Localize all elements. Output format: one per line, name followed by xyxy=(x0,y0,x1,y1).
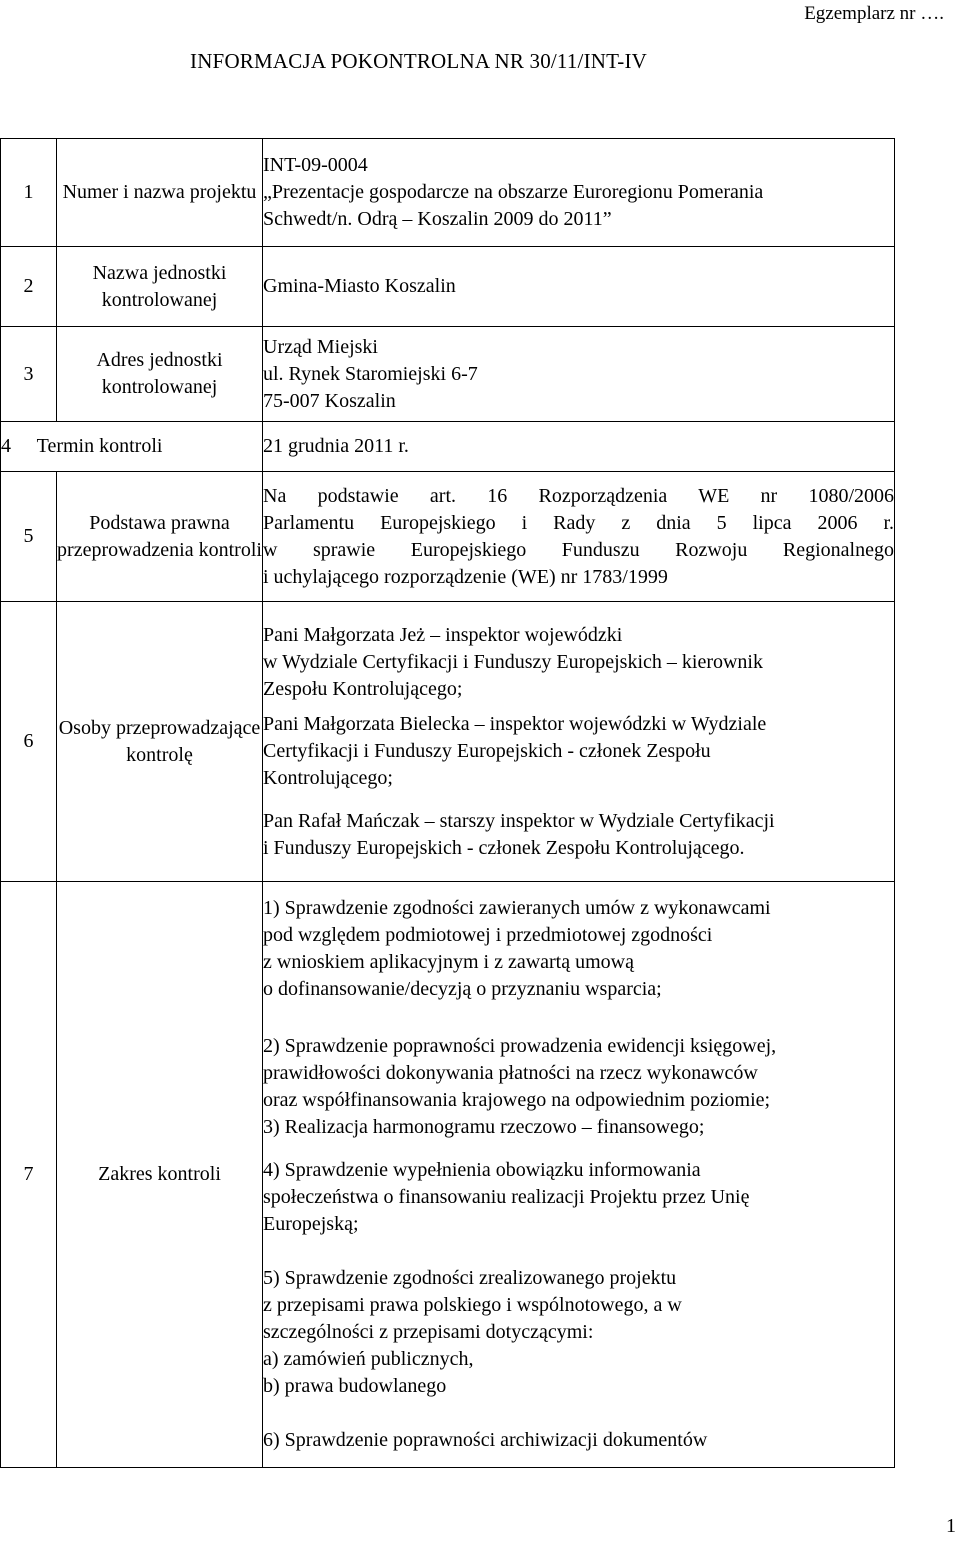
unit-name-value: Gmina-Miasto Koszalin xyxy=(263,247,895,327)
row-legal-basis xyxy=(1,472,895,602)
inspector-line: Certyfikacji i Funduszy Europejskich - członek Zespołu xyxy=(263,739,711,762)
scope-line: pod względem podmiotowej i przedmiotowej zgodności xyxy=(263,924,713,946)
row-unit-name xyxy=(1,247,895,327)
scope-line: społeczeństwa o finansowaniu realizacji Projektu przez Unię xyxy=(263,1186,750,1208)
scope-line: a) zamówień publicznych, xyxy=(263,1348,474,1370)
page-number: 1 xyxy=(946,1515,956,1537)
project-name-line: Schwedt/n. Odrą – Koszalin 2009 do 2011” xyxy=(263,208,612,230)
legal-basis-cell xyxy=(263,472,895,602)
row-inspectors xyxy=(1,602,895,882)
date-value: 21 grudnia 2011 r. xyxy=(263,422,895,472)
scope-line: 5) Sprawdzenie zgodności zrealizowanego projektu xyxy=(263,1267,677,1289)
document-title: INFORMACJA POKONTROLNA NR 30/11/INT-IV xyxy=(190,49,647,73)
address-line: ul. Rynek Staromiejski 6-7 xyxy=(263,362,478,385)
project-name-line: „Prezentacje gospodarcze na obszarze Euroregionu Pomerania xyxy=(263,181,764,203)
inspector-line: Zespołu Kontrolującego; xyxy=(263,677,463,700)
inspector-line: i Funduszy Europejskich - członek Zespołu Kontrolującego. xyxy=(263,836,745,859)
legal-line: w sprawie Europejskiego Funduszu Rozwoju Regionalnego xyxy=(263,538,894,561)
scope-line: prawidłowości dokonywania płatności na rzecz wykonawców xyxy=(263,1062,758,1084)
inspector-line: w Wydziale Certyfikacji i Funduszy Europejskich – kierownik xyxy=(263,650,763,673)
legal-line: i uchylającego rozporządzenie (WE) nr 1783/1999 xyxy=(263,565,668,588)
address-line: Urząd Miejski xyxy=(263,335,378,358)
legal-line: Parlamentu Europejskiego i Rady z dnia 5 lipca 2006 r. xyxy=(263,511,894,534)
row-unit-address xyxy=(1,327,895,422)
copy-number-label: Egzemplarz nr …. xyxy=(804,3,944,24)
row-label: Zakres kontroli xyxy=(57,882,263,1468)
scope-line: b) prawa budowlanego xyxy=(263,1375,447,1397)
inspectors-cell xyxy=(263,602,895,882)
scope-line: z wnioskiem aplikacyjnym i z zawartą umową xyxy=(263,951,634,973)
row-date xyxy=(1,422,895,472)
scope-cell xyxy=(263,882,895,1468)
inspector-line: Pani Małgorzata Jeż – inspektor wojewódzki xyxy=(263,623,623,646)
termin-cell xyxy=(1,422,263,472)
scope-line: 1) Sprawdzenie zgodności zawieranych umów z wykonawcami xyxy=(263,897,771,919)
project-cell xyxy=(263,139,895,247)
project-code: INT-09-0004 xyxy=(263,154,368,176)
row-label: Nazwa jednostki kontrolowanej xyxy=(57,247,263,327)
row-number: 6 xyxy=(1,602,57,882)
scope-line: 2) Sprawdzenie poprawności prowadzenia ewidencji księgowej, xyxy=(263,1035,777,1057)
scope-line: 6) Sprawdzenie poprawności archiwizacji dokumentów xyxy=(263,1429,708,1451)
row-label: Adres jednostki kontrolowanej xyxy=(57,327,263,422)
row-number: 1 xyxy=(1,139,57,247)
scope-line: o dofinansowanie/decyzją o przyznaniu wsparcia; xyxy=(263,978,662,1000)
row-label: Numer i nazwa projektu xyxy=(57,139,263,247)
scope-line: Europejską; xyxy=(263,1213,359,1235)
scope-line: oraz współfinansowania krajowego na odpowiednim poziomie; xyxy=(263,1089,771,1111)
address-line: 75-007 Koszalin xyxy=(263,389,396,412)
legal-line: Na podstawie art. 16 Rozporządzenia WE nr 1080/2006 xyxy=(263,484,894,507)
row-scope xyxy=(1,882,895,1468)
row-number: 5 xyxy=(1,472,57,602)
scope-line: 3) Realizacja harmonogramu rzeczowo – finansowego; xyxy=(263,1116,705,1138)
row-label: Osoby przeprowadzające kontrolę xyxy=(57,602,263,882)
address-cell xyxy=(263,327,895,422)
row-number: 4 xyxy=(1,435,11,457)
inspector-line: Pani Małgorzata Bielecka – inspektor wojewódzki w Wydziale xyxy=(263,712,767,735)
row-label: Termin kontroli xyxy=(36,435,163,457)
scope-line: 4) Sprawdzenie wypełnienia obowiązku informowania xyxy=(263,1159,701,1181)
row-label: Podstawa prawna przeprowadzenia kontroli xyxy=(57,472,263,602)
scope-line: szczególności z przepisami dotyczącymi: xyxy=(263,1321,594,1343)
scope-line: z przepisami prawa polskiego i wspólnotowego, a w xyxy=(263,1294,682,1316)
inspector-line: Pan Rafał Mańczak – starszy inspektor w Wydziale Certyfikacji xyxy=(263,809,775,832)
inspector-line: Kontrolującego; xyxy=(263,766,393,789)
inspection-table xyxy=(0,138,895,1468)
row-number: 2 xyxy=(1,247,57,327)
row-project xyxy=(1,139,895,247)
row-number: 7 xyxy=(1,882,57,1468)
row-number: 3 xyxy=(1,327,57,422)
